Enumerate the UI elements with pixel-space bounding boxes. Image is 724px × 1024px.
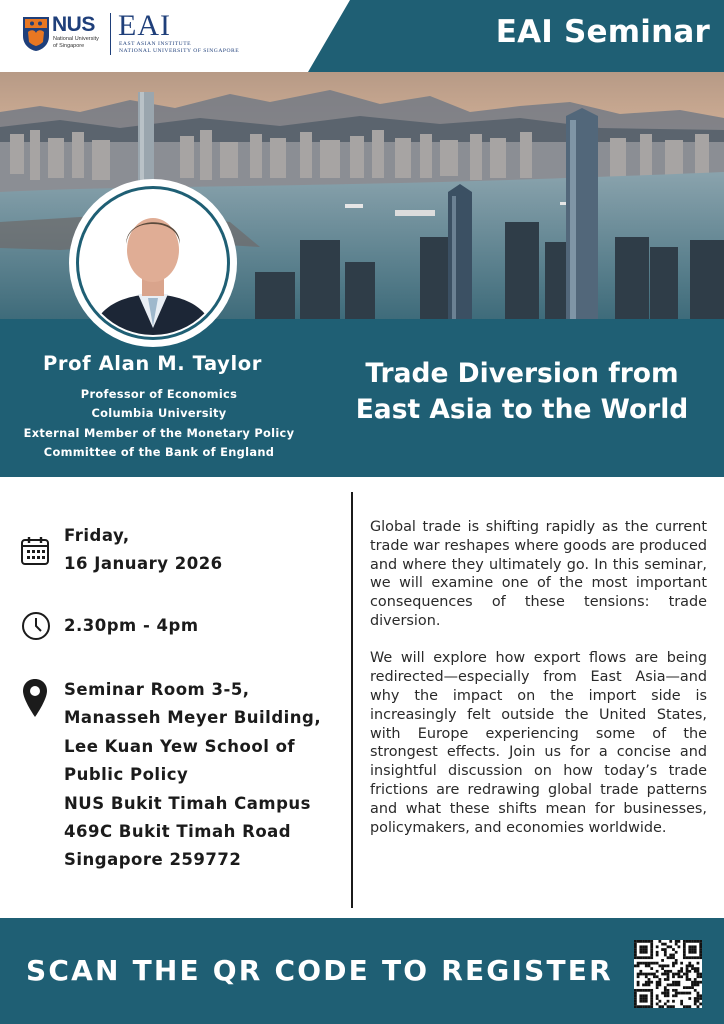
logo-divider: [110, 13, 111, 55]
description-paragraph: We will explore how export flows are being redirected—especially from East Asia—and why the impact on the import side is increasingly felt outside the United States, with Europe experiencing some of the strongest effects. Join us for a concise and insightful discussion on how today’s trade frictions are redrawing global trade patterns and what these shifts mean for businesses, policymakers, and economies worldwide.: [370, 650, 707, 836]
venue-line: Public Policy: [64, 765, 189, 785]
event-date: [64, 522, 223, 579]
venue-line: Singapore 259772: [64, 850, 242, 870]
eai-wordmark: EAI: [118, 9, 171, 42]
clock-icon: [21, 611, 51, 641]
venue-line: Lee Kuan Yew School of: [64, 736, 296, 756]
venue-line: NUS Bukit Timah Campus: [64, 793, 311, 813]
speaker-portrait: [68, 178, 238, 348]
event-date-line: 16 January 2026: [64, 554, 223, 574]
eai-subtitle-line: NATIONAL UNIVERSITY OF SINGAPORE: [119, 48, 240, 54]
column-divider: [351, 492, 353, 908]
qr-code-icon[interactable]: [634, 940, 702, 1008]
speaker-title-line: Columbia University: [91, 406, 227, 421]
venue-line: Manasseh Meyer Building,: [64, 708, 322, 728]
speaker-title-line: Committee of the Bank of England: [43, 445, 275, 460]
nus-crest-logo: [22, 16, 50, 52]
nus-subtitle-line: National University: [53, 36, 99, 42]
talk-title: [332, 356, 712, 428]
speaker-titles: [0, 385, 318, 463]
event-time: 2.30pm - 4pm: [64, 616, 199, 635]
talk-title-line: East Asia to the World: [355, 394, 689, 425]
nus-wordmark: NUS: [52, 13, 95, 36]
calendar-icon: [20, 536, 50, 566]
seminar-description: [370, 518, 707, 856]
event-date-line: Friday,: [64, 526, 130, 545]
speaker-title-line: External Member of the Monetary Policy: [23, 425, 295, 440]
venue-line: Seminar Room 3-5,: [64, 680, 250, 699]
venue-line: 469C Bukit Timah Road: [64, 822, 292, 842]
eai-subtitle: [119, 41, 259, 55]
description-paragraph: Global trade is shifting rapidly as the current trade war reshapes where goods are produced and where they ultimately go. In this seminar, we will examine one of the most important consequences of these tensions: trade diversion.: [370, 519, 707, 629]
banner-title: EAI Seminar: [495, 14, 710, 50]
speaker-title-line: Professor of Economics: [80, 387, 238, 401]
speaker-name: Prof Alan M. Taylor: [43, 352, 262, 375]
event-venue: [64, 676, 321, 875]
register-cta: SCAN THE QR CODE TO REGISTER: [26, 954, 613, 987]
nus-subtitle: [53, 36, 113, 49]
location-pin-icon: [22, 678, 48, 718]
eai-subtitle-line: EAST ASIAN INSTITUTE: [119, 41, 192, 47]
talk-title-line: Trade Diversion from: [365, 358, 679, 389]
nus-subtitle-line: of Singapore: [53, 42, 85, 49]
